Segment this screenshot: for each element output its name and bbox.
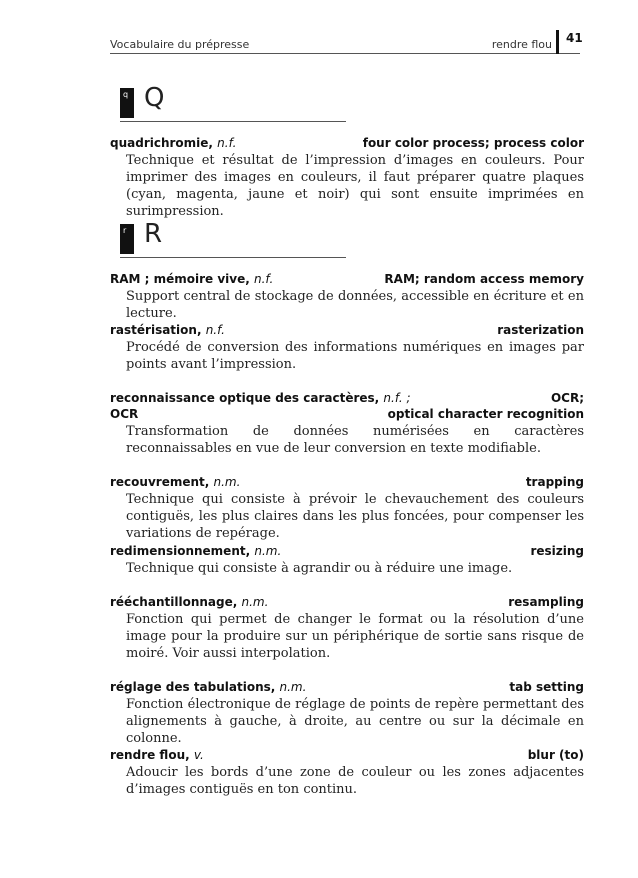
entry-term: rééchantillonnage, bbox=[110, 595, 238, 609]
running-header-keyword: rendre flou bbox=[491, 38, 552, 51]
entry-definition: Technique qui consiste à prévoir le chevauchement des couleurs contiguës, les plus claires dans les plus foncées, pour compenser les variations de repérage. bbox=[126, 492, 584, 541]
entry-grammar: n.m. bbox=[279, 680, 307, 694]
entry-term: redimensionnement, bbox=[110, 544, 251, 558]
entry-definition: Technique qui consiste à agrandir ou à réduire une image. bbox=[126, 561, 513, 576]
section-letter-small: q bbox=[123, 90, 129, 99]
entry-definition: Fonction qui permet de changer le format ou la résolution d’une image pour la produire sur un périphérique de sortie sans risque de moiré. Voir aussi interpolation. bbox=[126, 612, 584, 661]
entry-definition: Support central de stockage de données, accessible en écriture et en lecture. bbox=[126, 289, 584, 321]
entry-equivalent: OCR; bbox=[550, 391, 584, 405]
entry-equivalent-full: optical character recognition bbox=[387, 407, 584, 421]
entry-redimensionnement bbox=[110, 543, 584, 577]
section-heading-q bbox=[120, 83, 346, 118]
page-number: 41 bbox=[566, 31, 583, 45]
entry-equivalent: resampling bbox=[508, 595, 584, 609]
section-rule bbox=[120, 257, 346, 258]
entry-equivalent: trapping bbox=[525, 475, 584, 489]
entry-equivalent: four color process; process color bbox=[362, 136, 584, 150]
entry-rendre-flou bbox=[110, 747, 584, 798]
entry-grammar: n.m. bbox=[213, 475, 241, 489]
entry-term: réglage des tabulations, bbox=[110, 680, 276, 694]
entry-term: rastérisation, bbox=[110, 323, 202, 337]
entry-grammar: n.m. bbox=[254, 544, 282, 558]
entry-term-abbreviation: OCR bbox=[110, 407, 139, 421]
entry-reechantillonnage bbox=[110, 594, 584, 662]
entry-grammar: v. bbox=[193, 748, 204, 762]
running-header-title: Vocabulaire du prépresse bbox=[110, 38, 250, 51]
section-rule bbox=[120, 121, 346, 122]
entry-definition: Procédé de conversion des informations numériques en images par points avant l’impression. bbox=[126, 340, 584, 372]
header-bar bbox=[556, 30, 559, 54]
section-heading-r bbox=[120, 219, 346, 254]
section-letter-small: r bbox=[123, 226, 127, 235]
entry-reglage-tabulations bbox=[110, 679, 584, 747]
entry-definition: Transformation de données numérisées en caractères reconnaissables en vue de leur conversion en texte modifiable. bbox=[126, 424, 584, 456]
entry-rasterisation bbox=[110, 322, 584, 373]
entry-definition: Adoucir les bords d’une zone de couleur ou les zones adjacentes d’images contiguës en ton continu. bbox=[126, 765, 584, 797]
entry-grammar: n.f. ; bbox=[383, 391, 411, 405]
section-marker bbox=[120, 88, 134, 118]
entry-term: recouvrement, bbox=[110, 475, 210, 489]
entry-grammar: n.f. bbox=[254, 272, 274, 286]
entry-equivalent: tab setting bbox=[509, 680, 584, 694]
section-letter: Q bbox=[144, 83, 165, 113]
entry-term: rendre flou, bbox=[110, 748, 190, 762]
entry-equivalent: rasterization bbox=[497, 323, 584, 337]
section-letter: R bbox=[144, 219, 163, 249]
entry-equivalent: resizing bbox=[530, 544, 584, 558]
entry-grammar: n.f. bbox=[217, 136, 237, 150]
entry-grammar: n.f. bbox=[205, 323, 225, 337]
entry-equivalent: RAM; random access memory bbox=[384, 272, 584, 286]
entry-definition: Technique et résultat de l’impression d’images en couleurs. Pour imprimer des images en couleurs, il faut préparer quatre plaques (cyan, magenta, jaune et noir) qui sont ensuite imprimées en surimpression. bbox=[126, 153, 584, 219]
entry-ocr bbox=[110, 390, 584, 457]
header-rule bbox=[110, 53, 580, 54]
entry-term: reconnaissance optique des caractères, bbox=[110, 391, 380, 405]
entry-equivalent: blur (to) bbox=[527, 748, 584, 762]
entry-definition: Fonction électronique de réglage de points de repère permettant des alignements à gauche, à droite, au centre ou sur la décimale en colonne. bbox=[126, 697, 584, 746]
entry-grammar: n.m. bbox=[241, 595, 269, 609]
entry-term: quadrichromie, bbox=[110, 136, 213, 150]
section-marker bbox=[120, 224, 134, 254]
entry-recouvrement bbox=[110, 474, 584, 542]
entry-ram bbox=[110, 271, 584, 322]
entry-term: RAM ; mémoire vive, bbox=[110, 272, 250, 286]
entry-quadrichromie bbox=[110, 135, 584, 220]
